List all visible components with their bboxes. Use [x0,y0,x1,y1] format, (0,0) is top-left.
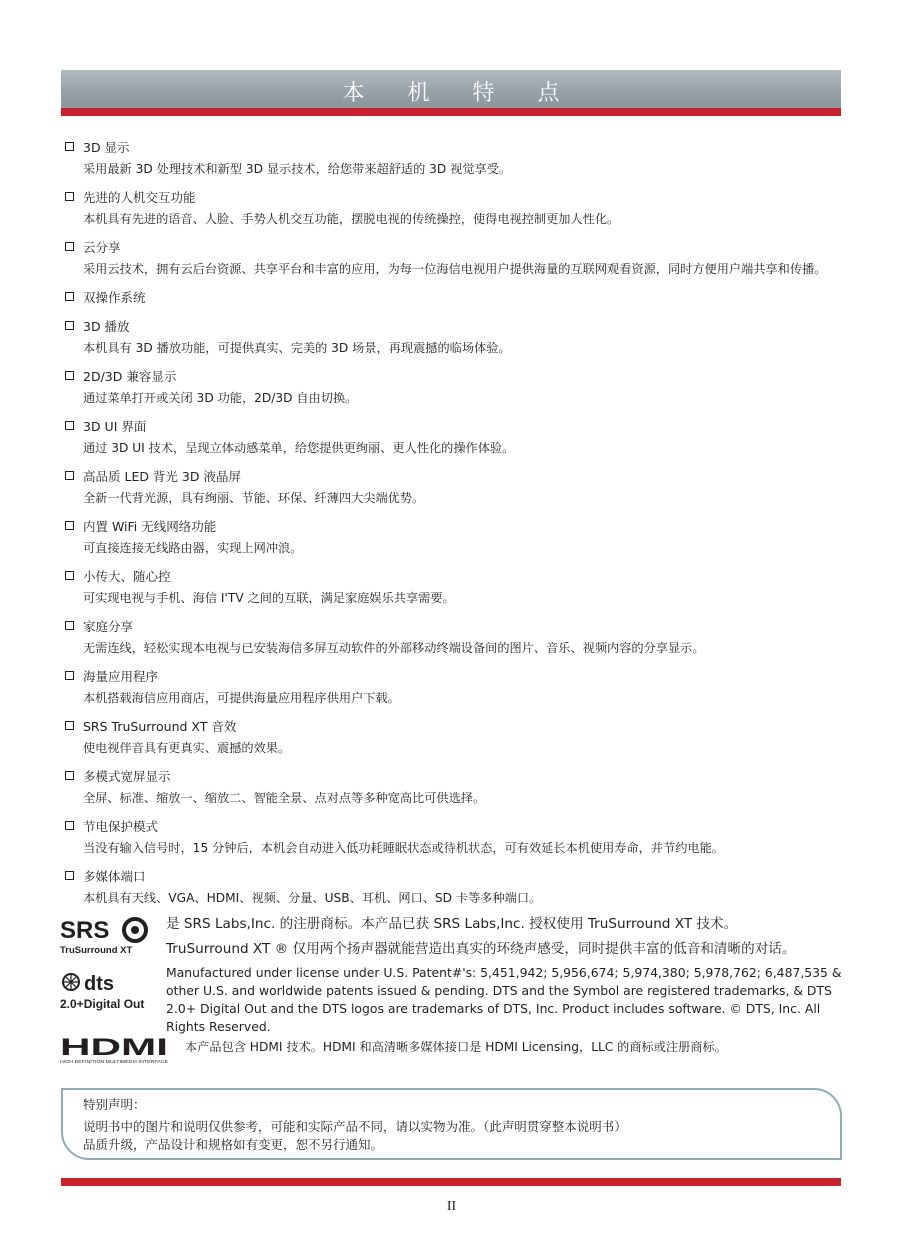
page-number: II [446,1199,457,1214]
feature-title [64,288,844,307]
dts-notice: Manufactured under license under U.S. Patent#'s: 5,451,942; 5,956,674; 5,974,380; 5,978,762; 6,487,535 & other U.S. and worldwide patents issued & pending. DTS and the Symbol are registered trademarks, & DTS 2.0+ Digital Out and the DTS logos are trademarks of DTS, Inc. Product includes software. © DTS, Inc. All Rights Reserved. [166,965,842,1034]
feature-description: 全屏、标准、缩放一、缩放二、智能全景、点对点等多种宽高比可供选择。 [83,791,486,805]
feature-title-text: SRS TruSurround XT 音效 [83,719,237,734]
dts-wordmark: dts [84,973,114,995]
feature-title [64,867,844,886]
feature-description: 本机具有先进的语音、人脸、手势人机交互功能，摆脱电视的传统操控，使得电视控制更加人性化。 [83,212,620,226]
checkbox-icon [65,721,74,730]
feature-description: 通过 3D UI 技术，呈现立体动感菜单，给您提供更绚丽、更人性化的操作体验。 [83,441,515,455]
feature-title [64,417,844,436]
feature-title [64,367,844,386]
feature-title-text: 多媒体端口 [83,869,146,884]
srs-notice-line-1: 是 SRS Labs,Inc. 的注册商标。本产品已获 SRS Labs,Inc. 授权使用 TruSurround XT 技术。 [166,916,738,932]
checkbox-icon [65,621,74,630]
checkbox-icon [65,771,74,780]
feature-description: 本机搭载海信应用商店，可提供海量应用程序供用户下载。 [83,691,400,705]
feature-item [64,467,844,507]
feature-title [64,767,844,786]
feature-description: 本机具有天线、VGA、HDMI、视频、分量、USB、耳机、网口、SD 卡等多种端口。 [83,891,542,905]
special-notice-box [61,1088,842,1160]
hdmi-wordmark: HDMI [60,1036,168,1061]
feature-title [64,317,844,336]
hdmi-notice: 本产品包含 HDMI 技术。HDMI 和高清晰多媒体接口是 HDMI Licensing，LLC 的商标或注册商标。 [185,1040,727,1054]
feature-title-text: 节电保护模式 [83,819,159,834]
srs-subtitle: TruSurround XT [60,945,133,956]
feature-title-text: 2D/3D 兼容显示 [83,369,177,384]
feature-title-text: 内置 WiFi 无线网络功能 [83,519,217,534]
checkbox-icon [65,371,74,380]
feature-item [64,517,844,557]
checkbox-icon [65,421,74,430]
feature-title [64,138,844,157]
header-accent-bar [61,108,841,116]
feature-item [64,238,844,278]
feature-description: 无需连线，轻松实现本电视与已安装海信多屏互动软件的外部移动终端设备间的图片、音乐、视频内容的分享显示。 [83,641,705,655]
section-title: 本 机 特 点 [342,81,578,106]
feature-title-text: 高品质 LED 背光 3D 液晶屏 [83,469,241,484]
feature-item [64,288,844,307]
feature-item [64,767,844,807]
feature-item [64,367,844,407]
notice-line-2: 品质升级，产品设计和规格如有变更，恕不另行通知。 [83,1137,384,1152]
feature-description: 全新一代背光源，具有绚丽、节能、环保、纤薄四大尖端优势。 [83,491,425,505]
srs-notice [166,912,856,962]
feature-title-text: 3D 显示 [83,140,130,155]
feature-title-text: 先进的人机交互功能 [83,190,196,205]
srs-logo [60,916,150,956]
feature-title [64,617,844,636]
feature-item [64,567,844,607]
feature-title-text: 海量应用程序 [83,669,159,684]
feature-description: 可实现电视与手机、海信 I'TV 之间的互联，满足家庭娱乐共享需要。 [83,591,455,605]
feature-description: 采用最新 3D 处理技术和新型 3D 显示技术，给您带来超舒适的 3D 视觉享受。 [83,162,512,176]
feature-item [64,867,844,907]
feature-title-text: 多模式宽屏显示 [83,769,171,784]
checkbox-icon [65,571,74,580]
feature-title [64,188,844,207]
srs-wordmark: SRS [60,917,110,944]
checkbox-icon [65,192,74,201]
feature-title-text: 双操作系统 [83,290,146,305]
checkbox-icon [65,521,74,530]
feature-item [64,317,844,357]
checkbox-icon [65,292,74,301]
feature-title-text: 3D UI 界面 [83,419,147,434]
feature-title [64,467,844,486]
feature-title-text: 小传大、随心控 [83,569,171,584]
feature-title [64,517,844,536]
hdmi-subtitle: HIGH DEFINITION MULTIMEDIA INTERFACE [60,1059,169,1064]
feature-title-text: 3D 播放 [83,319,130,334]
footer-accent-bar [61,1178,841,1186]
feature-description: 本机具有 3D 播放功能，可提供真实、完美的 3D 场景，再现震撼的临场体验。 [83,341,511,355]
feature-item [64,667,844,707]
feature-item [64,138,844,178]
feature-title [64,667,844,686]
feature-description: 当没有输入信号时，15 分钟后，本机会自动进入低功耗睡眠状态或待机状态，可有效延长本机使用寿命，并节约电能。 [83,841,724,855]
feature-item [64,717,844,757]
feature-description: 通过菜单打开或关闭 3D 功能，2D/3D 自由切换。 [83,391,358,405]
checkbox-icon [65,471,74,480]
feature-title [64,567,844,586]
notice-title: 特别声明： [83,1097,146,1112]
feature-title [64,817,844,836]
hdmi-logo [60,1036,172,1064]
feature-item [64,188,844,228]
feature-description: 使电视伴音具有更真实、震撼的效果。 [83,741,291,755]
checkbox-icon [65,242,74,251]
feature-item [64,817,844,857]
checkbox-icon [65,671,74,680]
dts-subtitle: 2.0+Digital Out [60,997,145,1011]
srs-notice-line-2: TruSurround XT ® 仅用两个扬声器就能营造出真实的环绕声感受，同时提供丰富的低音和清晰的对话。 [166,941,796,957]
feature-title [64,238,844,257]
checkbox-icon [65,142,74,151]
section-header [61,70,841,108]
feature-description: 采用云技术，拥有云后台资源、共享平台和丰富的应用，为每一位海信电视用户提供海量的互联网观看资源，同时方便用户端共享和传播。 [83,262,827,276]
dts-logo [60,972,152,1014]
checkbox-icon [65,871,74,880]
feature-description: 可直接连接无线路由器，实现上网冲浪。 [83,541,303,555]
checkbox-icon [65,321,74,330]
feature-list [64,138,844,917]
feature-title [64,717,844,736]
feature-item [64,417,844,457]
feature-item [64,617,844,657]
notice-line-1: 说明书中的图片和说明仅供参考，可能和实际产品不同，请以实物为准。（此声明贯穿整本说明书） [83,1119,627,1134]
feature-title-text: 家庭分享 [83,619,134,634]
checkbox-icon [65,821,74,830]
feature-title-text: 云分享 [83,240,121,255]
